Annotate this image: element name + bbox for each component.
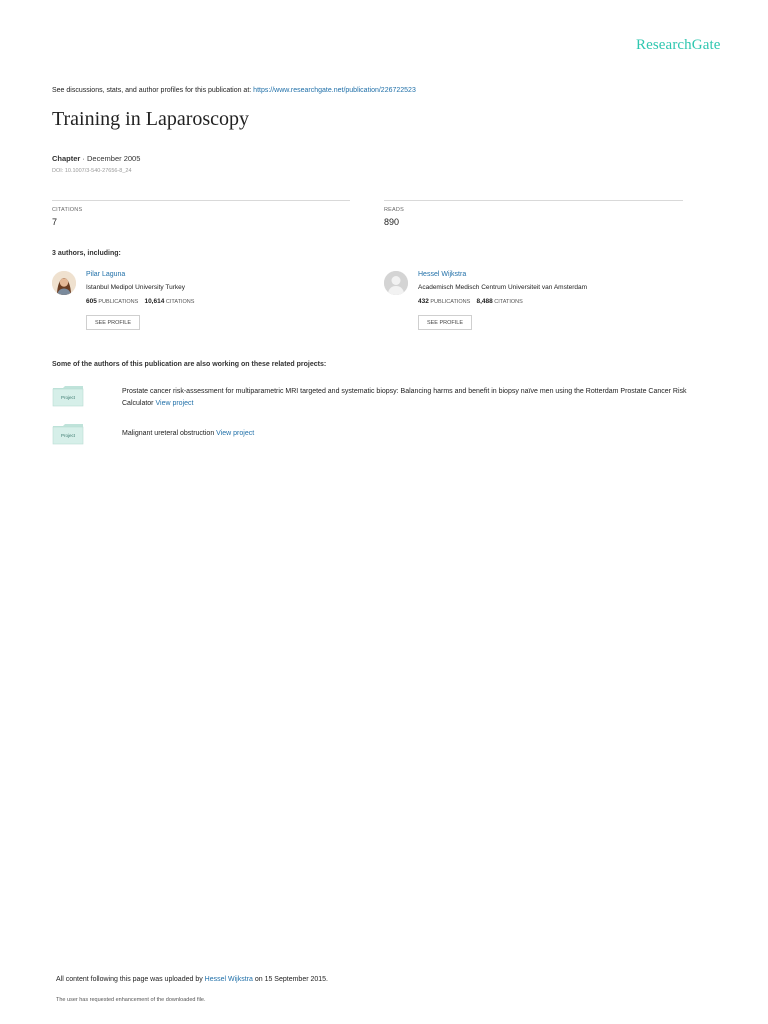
project-folder-icon[interactable] [52,423,84,445]
author-stats [86,298,194,305]
view-project-link[interactable]: View project [155,400,194,407]
view-project-link[interactable]: View project [216,430,255,437]
author-citations-label: CITATIONS [494,299,523,305]
avatar[interactable] [52,271,76,295]
publication-date: December 2005 [87,154,141,163]
project-description [122,386,702,410]
author-name-link[interactable] [86,271,125,278]
doi-text: DOI: 10.1007/3-540-27656-8_24 [52,168,132,174]
upload-notice [56,976,328,983]
project-description [122,428,702,440]
author-name-link[interactable] [418,271,466,278]
uploader-link[interactable]: Hessel Wijkstra [204,976,253,983]
enhancement-note: The user has requested enhancement of the downloaded file. [56,997,206,1003]
upload-prefix: All content following this page was uploaded by [56,976,205,983]
author-institution: Istanbul Medipol University Turkey [86,284,185,291]
see-profile-button[interactable]: SEE PROFILE [86,315,140,330]
citations-count: 7 [52,217,58,227]
project-icon-label: Project [60,395,75,400]
researchgate-logo[interactable]: ResearchGate [636,37,721,53]
author-publications-label: PUBLICATIONS [98,299,139,305]
project-title: Prostate cancer risk-assessment for multiparametric MRI targeted and systematic biopsy: Balancing harms and benefit in biopsy naïve men using the Rotterdam Prostate Cancer Risk Calculator [122,388,687,407]
author-citations-count: 8,488 [476,298,493,305]
intro-line [52,87,416,94]
author-citations-count: 10,614 [144,298,165,305]
citations-divider [52,200,350,201]
project-icon-label: Project [60,433,75,438]
author-publications-label: PUBLICATIONS [430,299,471,305]
default-user-icon [384,271,408,295]
author-citations-label: CITATIONS [165,299,195,305]
upload-suffix: on 15 September 2015. [252,976,329,983]
publication-meta [52,154,140,163]
author-publications-count: 605 [86,298,97,305]
see-profile-button[interactable]: SEE PROFILE [418,315,472,330]
project-folder-icon[interactable] [52,385,84,407]
avatar[interactable] [384,271,408,295]
publication-url-link[interactable]: https://www.researchgate.net/publication/226722523 [253,87,416,94]
citations-label: CITATIONS [52,207,83,213]
author-stats [418,298,523,305]
projects-heading: Some of the authors of this publication are also working on these related projects: [52,361,327,368]
meta-separator: · [80,154,88,163]
author-institution: Academisch Medisch Centrum Universiteit van Amsterdam [418,284,588,291]
author-photo-icon [52,271,76,295]
project-title: Malignant ureteral obstruction [122,430,215,437]
author-publications-count: 432 [418,298,429,305]
page-title: Training in Laparoscopy [52,108,250,130]
reads-label: READS [384,207,404,213]
intro-text: See discussions, stats, and author profiles for this publication at: [52,87,254,94]
reads-count: 890 [384,217,400,227]
author-name[interactable]: Pilar Laguna [86,271,126,278]
authors-heading: 3 authors, including: [52,250,121,257]
reads-divider [384,200,683,201]
author-name[interactable]: Hessel Wijkstra [418,271,467,278]
publication-type: Chapter [52,154,81,163]
